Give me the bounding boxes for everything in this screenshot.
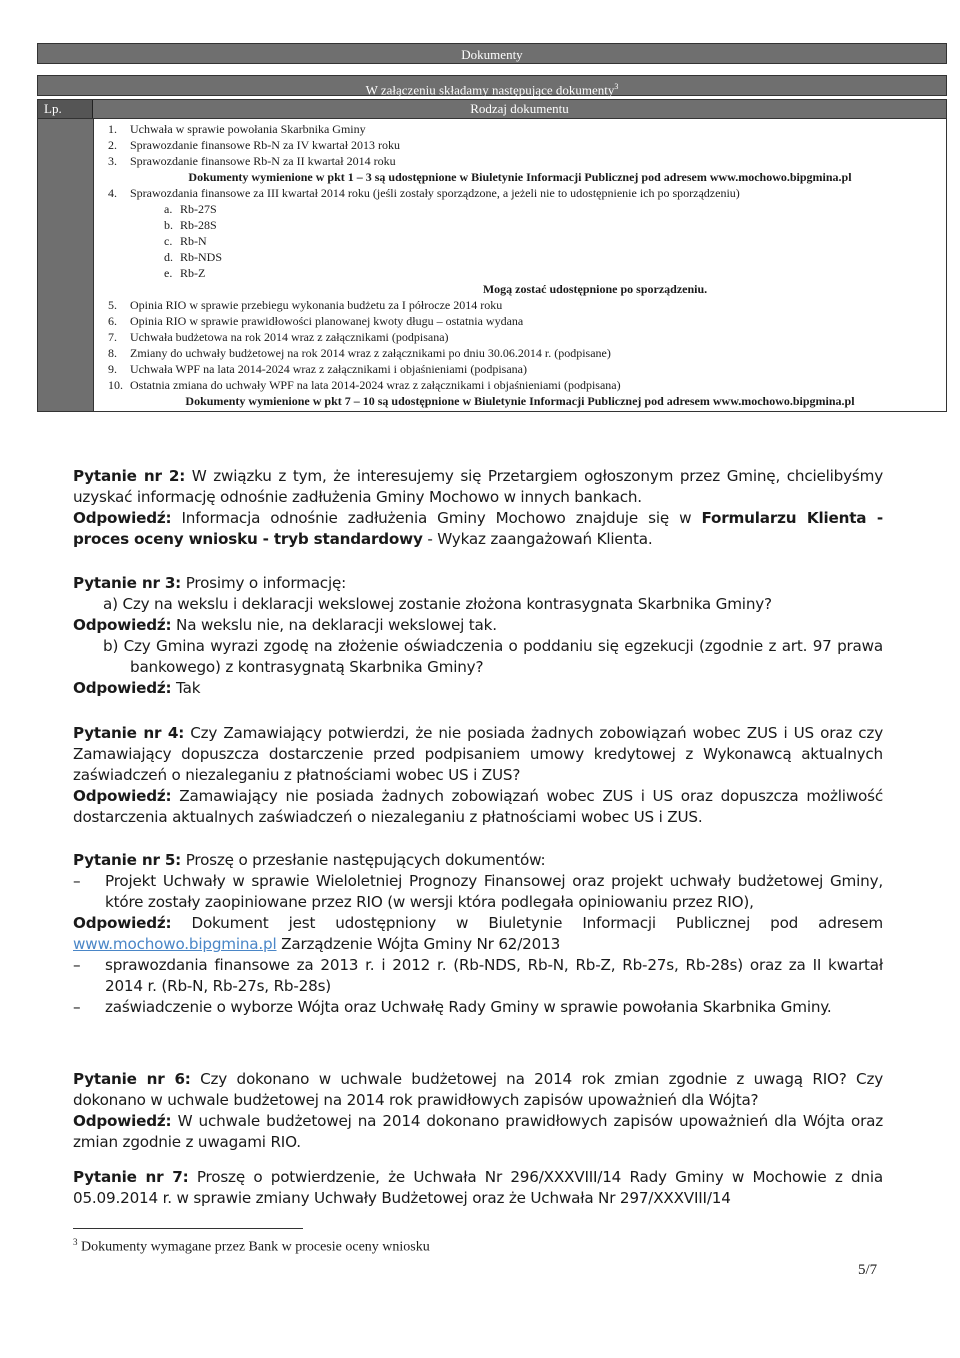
answer-label: Odpowiedź: [73,914,172,932]
question-label: Pytanie nr 4: [73,724,185,742]
question-6-block [73,1069,883,1153]
question-text: Czy Zamawiający potwierdzi, że nie posiada żadnych zobowiązań wobec ZUS i US oraz czy Zamawiający dopuszcza dostarczenie przed podpisaniem umowy kredytowej z Wykonawcą aktualnych zaświadczeń o niezaleganiu z płatnościami wobec US i ZUS? [73,724,883,784]
item-text: Zmiany do uchwały budżetowej na rok 2014 wraz z załącznikami po dniu 30.06.2014 r. (podpisane) [130,346,611,360]
item-text: Uchwała w sprawie powołania Skarbnika Gminy [130,122,366,136]
answer-text: Na wekslu nie, na deklaracji wekslowej tak. [171,616,497,634]
answer-3a [73,615,883,636]
question-label: Pytanie nr 6: [73,1070,191,1088]
note-bip-7-10: Dokumenty wymienione w pkt 7 – 10 są udostępnione w Biuletynie Informacji Publicznej pod adresem www.mochowo.bipgmina.pl [185,394,855,408]
table-header-row [37,99,947,119]
table-title: Dokumenty [461,47,523,62]
dash-bullet: – [73,956,81,974]
item-number: 3. [108,154,117,168]
note-bip-1-3: Dokumenty wymienione w pkt 1 – 3 są udostępnione w Biuletynie Informacji Publicznej pod adresem www.mochowo.bipgmina.pl [188,170,852,184]
sub-item-letter: d. [164,250,173,264]
dash-bullet: – [73,998,81,1016]
question-5 [73,850,883,871]
question-label: Pytanie nr 7: [73,1168,189,1186]
list-item [94,185,946,201]
item-text: Opinia RIO w sprawie przebiegu wykonania budżetu za I półrocze 2014 roku [130,298,503,312]
item-text: Ostatnia zmiana do uchwały WPF na lata 2014-2024 wraz z załącznikami i objaśnieniami (podpisana) [130,378,621,392]
list-item [94,137,946,153]
question-text: W związku z tym, że interesujemy się Przetargiem ogłoszonym przez Gminę, chcielibyśmy uzyskać informację odnośnie zadłużenia Gminy Mochowo w innych bankach. [73,467,883,506]
list-item [94,121,946,137]
table-subtitle-bar [37,75,947,96]
item-text: Opinia RIO w sprawie prawidłowości planowanej kwoty długu – ostatnia wydana [130,314,524,328]
answer-text: Tak [171,679,201,697]
question-3-block [73,573,883,699]
question-label: Pytanie nr 2: [73,467,186,485]
question-3 [73,573,883,594]
answer-text: Informacja odnośnie zadłużenia Gminy Mochowo znajduje się w [171,509,702,527]
item-text: Projekt Uchwały w sprawie Wieloletniej Prognozy Finansowej oraz projekt uchwały budżetowej Gminy, które zostały zaopiniowane przez RIO (w wersji która podlegała opiniowaniu przez RIO), [105,872,883,911]
page-number: 5/7 [858,1262,878,1278]
item-number: 5. [108,298,117,312]
question-5-item-3 [73,997,883,1018]
item-text: Sprawozdanie finansowe Rb-N za II kwartał 2014 roku [130,154,396,168]
bip-link[interactable]: www.mochowo.bipgmina.pl [73,935,277,953]
dash-bullet: – [73,872,81,890]
answer-label: Odpowiedź: [73,509,172,527]
item-text: Sprawozdanie finansowe Rb-N za IV kwartał 2013 roku [130,138,401,152]
note-after-preparation: Mogą zostać udostępnione po sporządzeniu. [482,282,708,296]
table-body [37,119,947,412]
question-3a: a) Czy na wekslu i deklaracji wekslowej zostanie złożona kontrasygnata Skarbnika Gminy? [103,595,772,613]
question-7-block [73,1167,883,1209]
item-text: zaświadczenie o wyborze Wójta oraz Uchwałę Rady Gminy w sprawie powołania Skarbnika Gminy. [105,998,832,1016]
item-text: sprawozdania finansowe za 2013 r. i 2012 r. (Rb-NDS, Rb-N, Rb-Z, Rb-27s, Rb-28s) oraz za II kwartał 2014 r. (Rb-N, Rb-27s, Rb-28s) [105,956,883,995]
answer-tail: - Wykaz zaangażowań Klienta. [422,530,653,548]
sub-item-text: Rb-Z [180,266,206,280]
sub-item-letter: a. [164,202,173,216]
sub-item-text: Rb-NDS [180,250,223,264]
list-item [94,345,946,361]
question-label: Pytanie nr 5: [73,851,182,869]
question-7 [73,1167,883,1209]
answer-tail: Zarządzenie Wójta Gminy Nr 62/2013 [276,935,561,953]
sub-item [94,233,946,249]
sub-item-text: Rb-N [180,234,207,248]
footnote-separator [73,1228,303,1229]
question-5-item-1 [73,871,883,913]
answer-6 [73,1111,883,1153]
question-5-item-2 [73,955,883,997]
item-number: 9. [108,362,117,376]
answer-3b [73,678,883,699]
footnote [73,1237,430,1256]
item-number: 2. [108,138,117,152]
documents-table [37,43,947,412]
sub-item-text: Rb-28S [180,218,217,232]
sub-item [94,265,946,281]
table-subtitle: W załączeniu składamy następujące dokumenty [365,82,615,98]
question-4 [73,723,883,786]
question-text: Czy dokonano w uchwale budżetowej na 2014 rok zmian zgodnie z uwagą RIO? Czy dokonano w uchwale budżetowej na 2014 rok prawidłowych zapisów upoważnień dla Wójta? [73,1070,884,1109]
item-number: 7. [108,330,117,344]
footnote-marker: 3 [73,1237,78,1247]
question-text: Proszę o potwierdzenie, że Uchwała Nr 296/XXXVIII/14 Rady Gminy w Mochowie z dnia 05.09.2014 r. w sprawie zmiany Uchwały Budżetowej oraz że Uchwała Nr 297/XXXVIII/14 [73,1168,883,1207]
answer-label: Odpowiedź: [73,787,172,805]
list-item [94,377,946,393]
table-subtitle-footnote-ref: 3 [614,82,619,91]
table-content [94,119,946,411]
sub-item [94,201,946,217]
answer-text: W uchwale budżetowej na 2014 dokonano prawidłowych zapisów upoważnień dla Wójta oraz zmian zgodnie z uwagami RIO. [73,1112,883,1151]
header-lp: Lp. [38,100,93,118]
question-label: Pytanie nr 3: [73,574,182,592]
question-text: Prosimy o informację: [181,574,347,592]
sub-item [94,217,946,233]
sub-item [94,249,946,265]
lp-column [38,119,94,411]
item-text: Sprawozdania finansowe za III kwartał 2014 roku (jeśli zostały sporządzone, a jeżeli nie to udostępnienie ich po sporządzeniu) [130,186,740,200]
sub-item-text: Rb-27S [180,202,217,216]
item-text: Uchwała WPF na lata 2014-2024 wraz z załącznikami i objaśnieniami (podpisana) [130,362,527,376]
footnote-text: Dokumenty wymagane przez Bank w procesie oceny wniosku [77,1239,430,1255]
answer-label: Odpowiedź: [73,1112,172,1130]
item-number: 4. [108,186,117,200]
item-number: 1. [108,122,117,136]
item-number: 10. [108,378,123,392]
sub-item-letter: c. [164,234,173,248]
question-4-block [73,723,883,828]
answer-label: Odpowiedź: [73,679,172,697]
question-2 [73,466,883,508]
header-document-type: Rodzaj dokumentu [93,100,946,118]
item-number: 6. [108,314,117,328]
item-text: Uchwała budżetowa na rok 2014 wraz z załącznikami (podpisana) [130,330,449,344]
table-title-bar [37,43,947,64]
answer-4 [73,786,883,828]
question-2-block [73,466,883,550]
item-number: 8. [108,346,117,360]
list-item [94,329,946,345]
sub-item-letter: e. [164,266,173,280]
sub-item-letter: b. [164,218,173,232]
question-3b: b) Czy Gmina wyrazi zgodę na złożenie oświadczenia o poddaniu się egzekucji (zgodnie z art. 97 prawa bankowego) z kontrasygnatą Skarbnika Gminy? [103,637,883,676]
question-5-block [73,850,883,1018]
answer-bold-text: Formularzu Klienta - proces oceny wniosku - tryb standardowy [73,509,883,548]
list-item [94,153,946,169]
list-item [94,361,946,377]
list-item [94,313,946,329]
answer-text: Zamawiający nie posiada żadnych zobowiązań wobec ZUS i US oraz dopuszcza możliwość dostarczenia aktualnych zaświadczeń o niezaleganiu z płatnościami wobec US i ZUS. [73,787,883,826]
answer-2 [73,508,883,550]
list-item [94,297,946,313]
question-6 [73,1069,883,1111]
answer-label: Odpowiedź: [73,616,172,634]
answer-5 [73,913,883,955]
answer-text: Dokument jest udostępniony w Biuletynie Informacji Publicznej pod adresem [171,914,883,932]
question-text: Proszę o przesłanie następujących dokumentów: [181,851,546,869]
